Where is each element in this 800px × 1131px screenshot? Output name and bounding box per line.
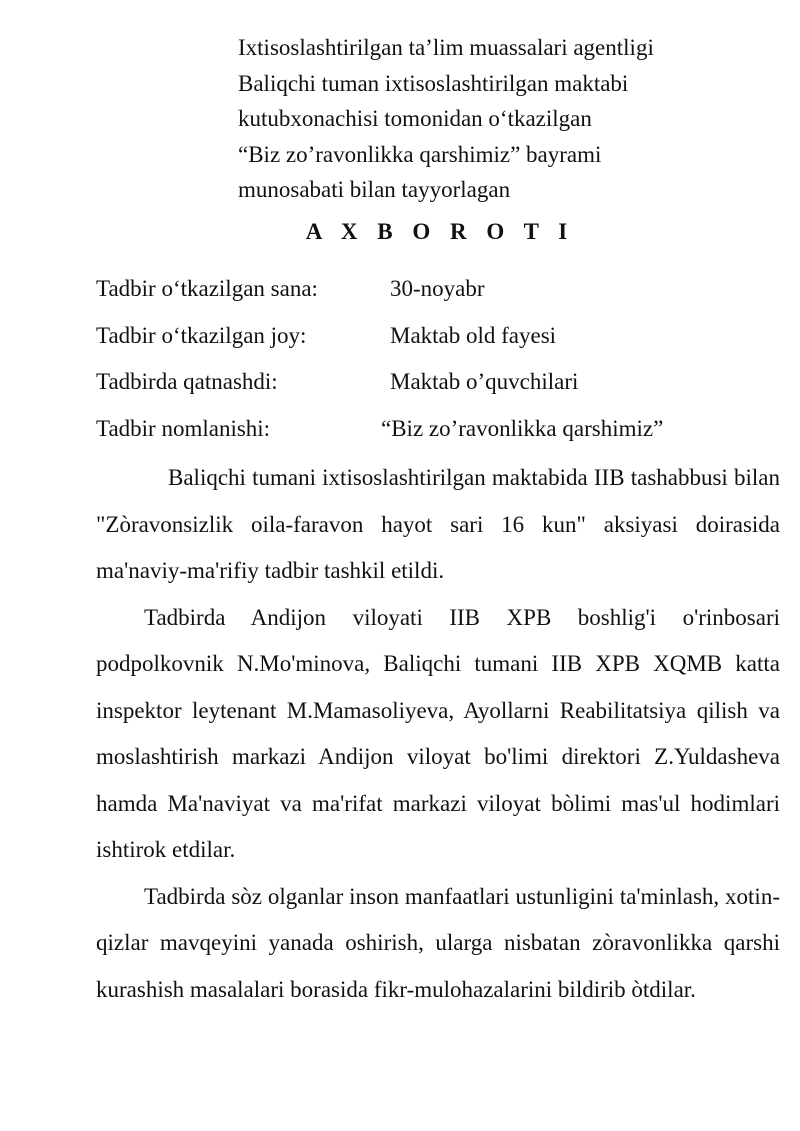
info-label: Tadbir nomlanishi: — [96, 415, 271, 441]
paragraph: Tadbirda Andijon viloyati IIB XPB boshlig'i o'rinbosari podpolkovnik N.Mo'minova, Baliqchi tumani IIB XPB XQMB katta inspektor leytenant M.Mamasoliyeva, Ayollarni Reabilitatsiya qilish va moslashtirish markazi Andijon viloyat bo'limi direktori Z.Yuldasheva hamda Ma'naviyat va ma'rifat markazi viloyat bòlimi mas'ul hodimlari ishtirok etdilar. — [96, 604, 780, 862]
document-title: A X B O R O T I — [305, 219, 575, 244]
info-value: Maktab old fayesi — [390, 322, 557, 348]
header-line: kutubxonachisi tomonidan o‘tkazilgan — [238, 106, 592, 131]
info-label: Tadbir o‘tkazilgan sana: — [96, 276, 318, 301]
header-line: “Biz zo’ravonlikka qarshimiz” bayrami — [238, 141, 602, 167]
header-line: munosabati bilan tayyorlagan — [238, 177, 511, 202]
header-line: Baliqchi tuman ixtisoslashtirilgan maktabi — [238, 70, 629, 96]
info-label: Tadbirda qatnashdi: — [96, 369, 278, 394]
info-value: “Biz zo’ravonlikka qarshimiz” — [381, 415, 664, 441]
info-label: Tadbir o‘tkazilgan joy: — [96, 322, 307, 348]
document-header — [238, 30, 654, 208]
info-value: 30-noyabr — [390, 276, 485, 301]
info-value: Maktab o’quvchilari — [390, 369, 579, 394]
paragraph: Baliqchi tumani ixtisoslashtirilgan maktabida IIB tashabbusi bilan "Zòravonsizlik oila-faravon hayot sari 16 kun" aksiyasi doirasida ma'naviy-ma'rifiy tadbir tashkil etildi. — [96, 465, 780, 583]
paragraph: Tadbirda sòz olganlar inson manfaatlari ustunligini ta'minlash, xotin-qizlar mavqeyini yanada oshirish, ularga nisbatan zòravonlikka qarshi kurashish masalalari borasida fikr-mulohazalarini bildirib òtdilar. — [96, 883, 780, 1002]
header-line: Ixtisoslashtirilgan ta’lim muassalari agentligi — [238, 35, 654, 60]
report-body — [96, 455, 780, 1013]
